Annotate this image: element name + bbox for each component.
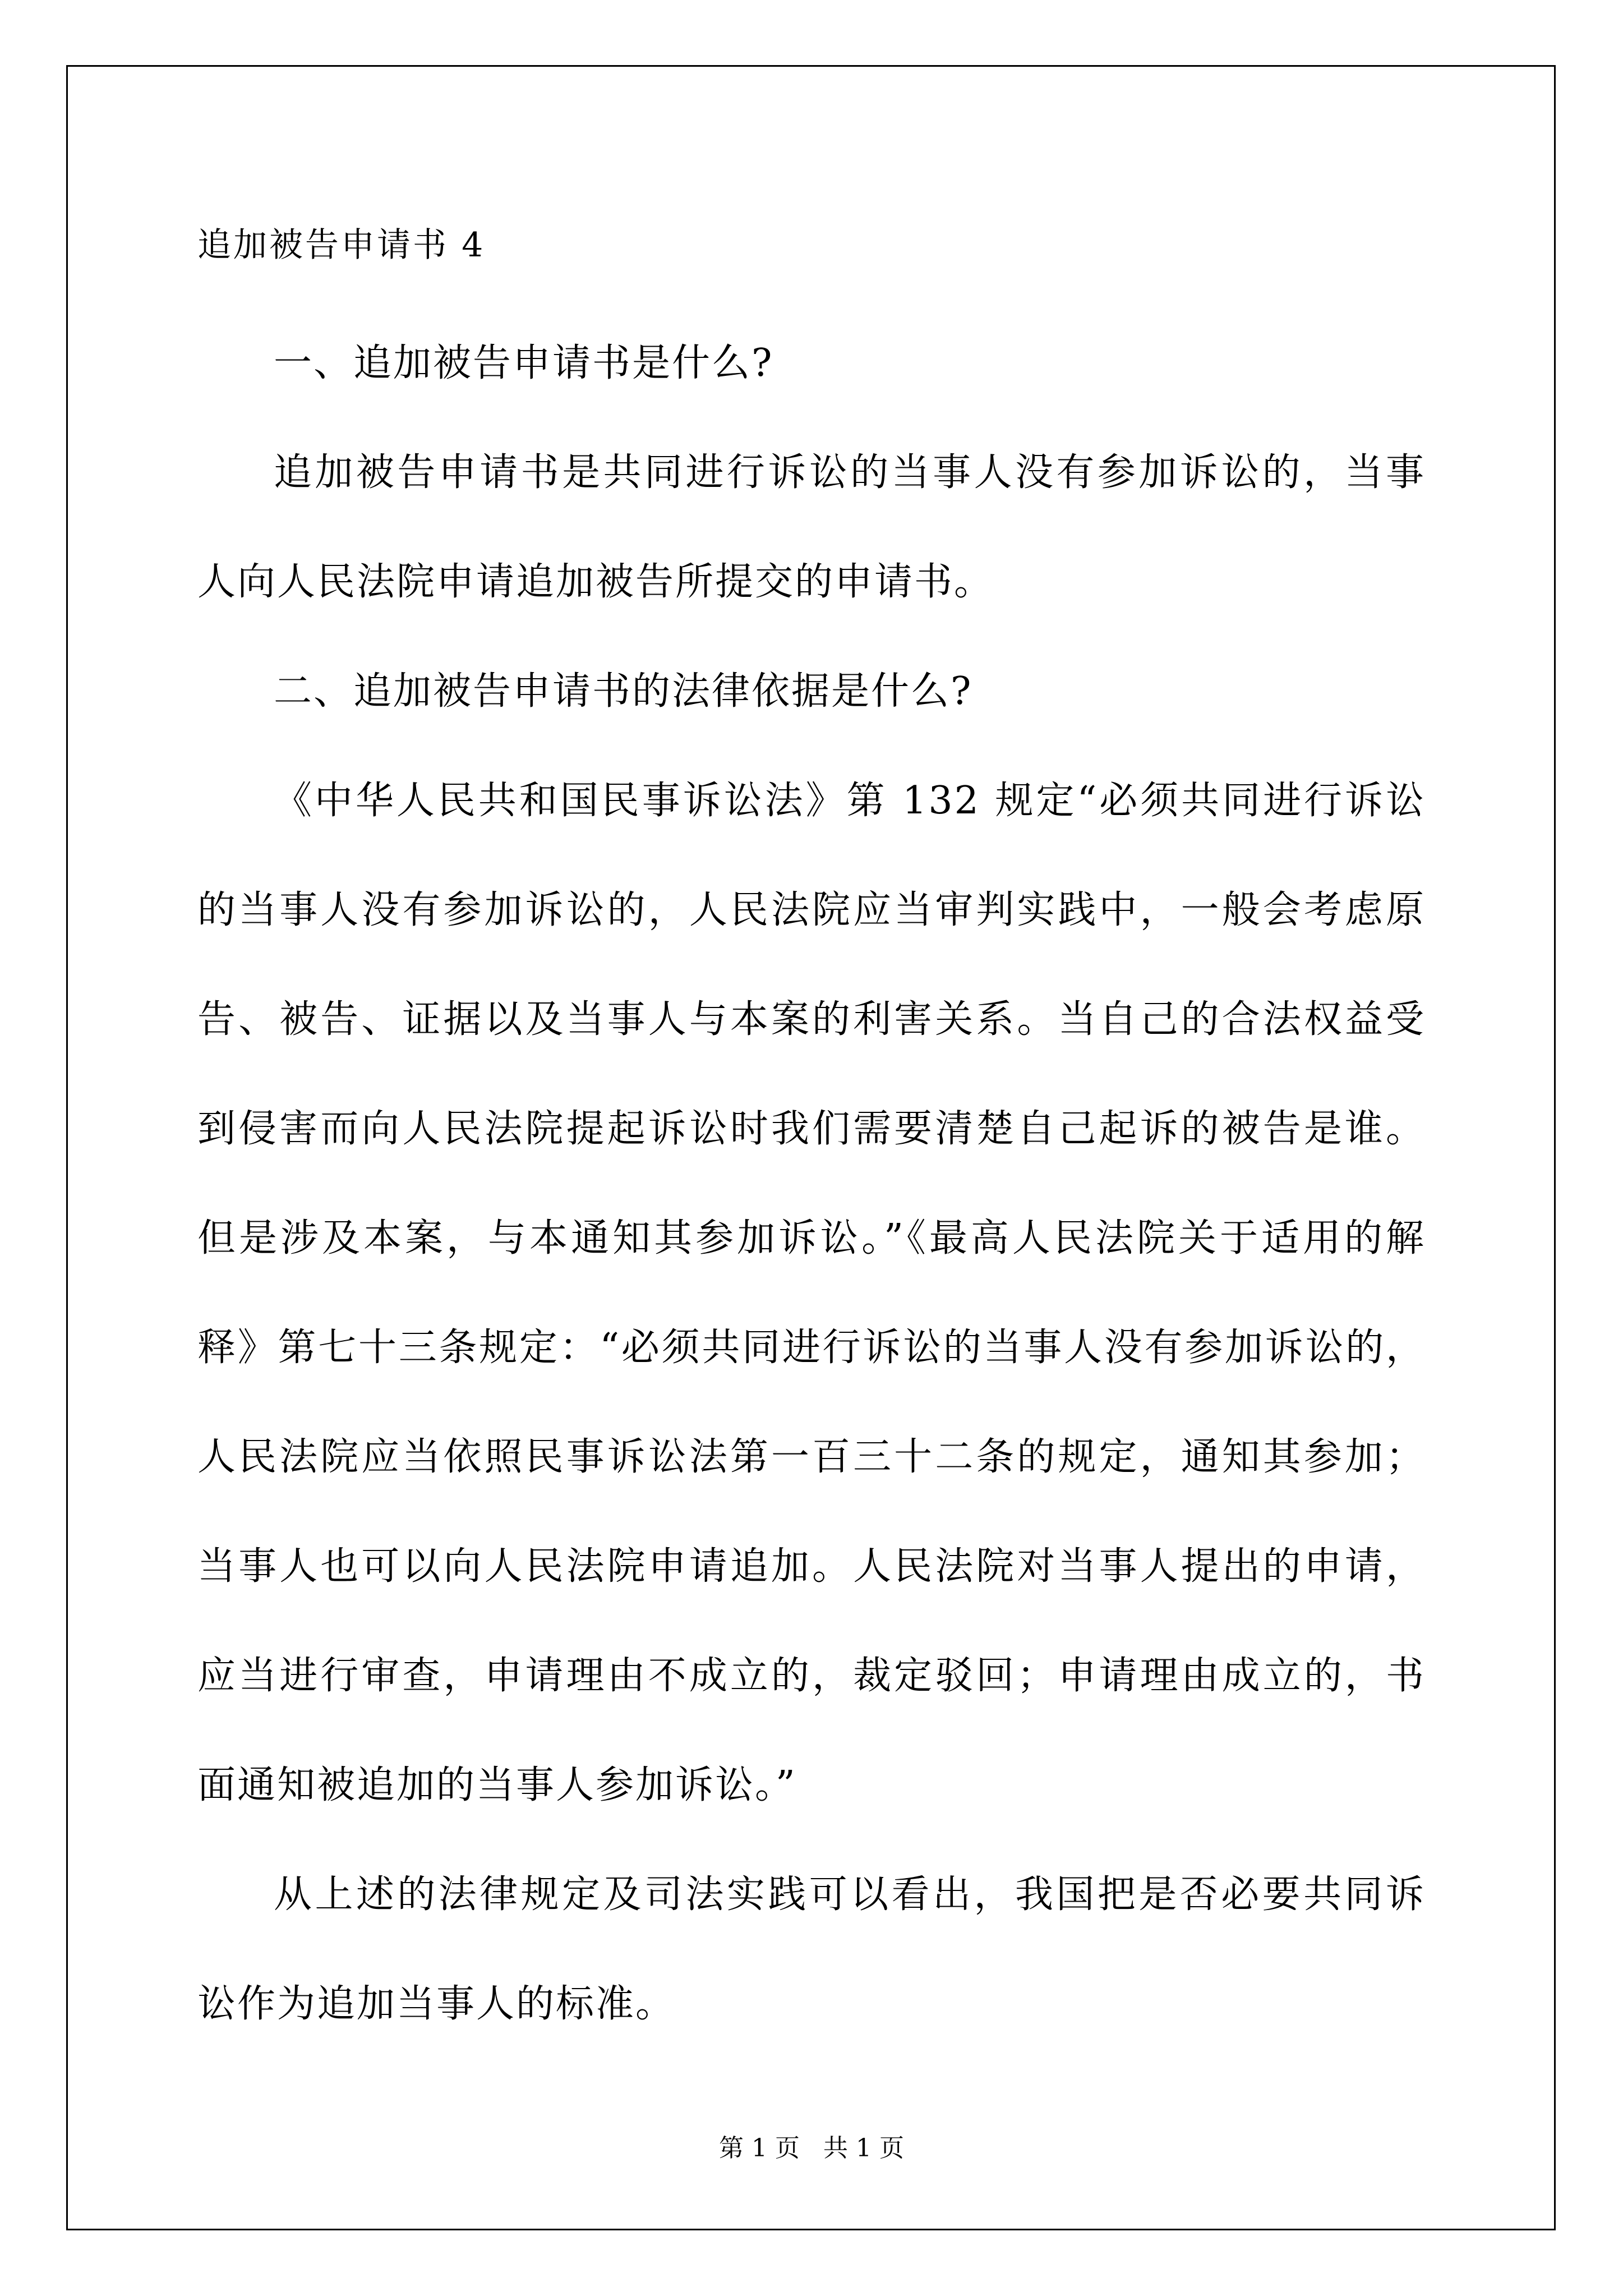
paragraph-definition: 追加被告申请书是共同进行诉讼的当事人没有参加诉讼的，当事人向人民法院申请追加被告所提交的申请书。 <box>197 450 1426 604</box>
document-body <box>197 209 1426 2059</box>
section-heading-2: 二、追加被告申请书的法律依据是什么? <box>274 669 973 714</box>
document-title: 追加被告申请书 4 <box>197 226 486 265</box>
paragraph-legal-basis: 《中华人民共和国民事诉讼法》第 132 规定“必须共同进行诉讼的当事人没有参加诉讼的，人民法院应当审判实践中，一般会考虑原告、被告、证据以及当事人与本案的利害关系。当自己的合法权益受到侵害而向人民法院提起诉讼时我们需要清楚自己起诉的被告是谁。但是涉及本案，与本通知其参加诉讼。”《最高人民法院关于适用的解释》第七十三条规定：“必须共同进行诉讼的当事人没有参加诉讼的，人民法院应当依照民事诉讼法第一百三十二条的规定，通知其参加；当事人也可以向人民法院申请追加。人民法院对当事人提出的申请，应当进行审查，申请理由不成立的，裁定驳回；申请理由成立的，书面通知被追加的当事人参加诉讼。” <box>197 779 1426 1807</box>
section-heading-1: 一、追加被告申请书是什么? <box>274 341 774 385</box>
paragraph-conclusion: 从上述的法律规定及司法实践可以看出，我国把是否必要共同诉讼作为追加当事人的标准。 <box>197 1872 1426 2026</box>
page-number-footer: 第 1 页 共 1 页 <box>719 2134 904 2162</box>
